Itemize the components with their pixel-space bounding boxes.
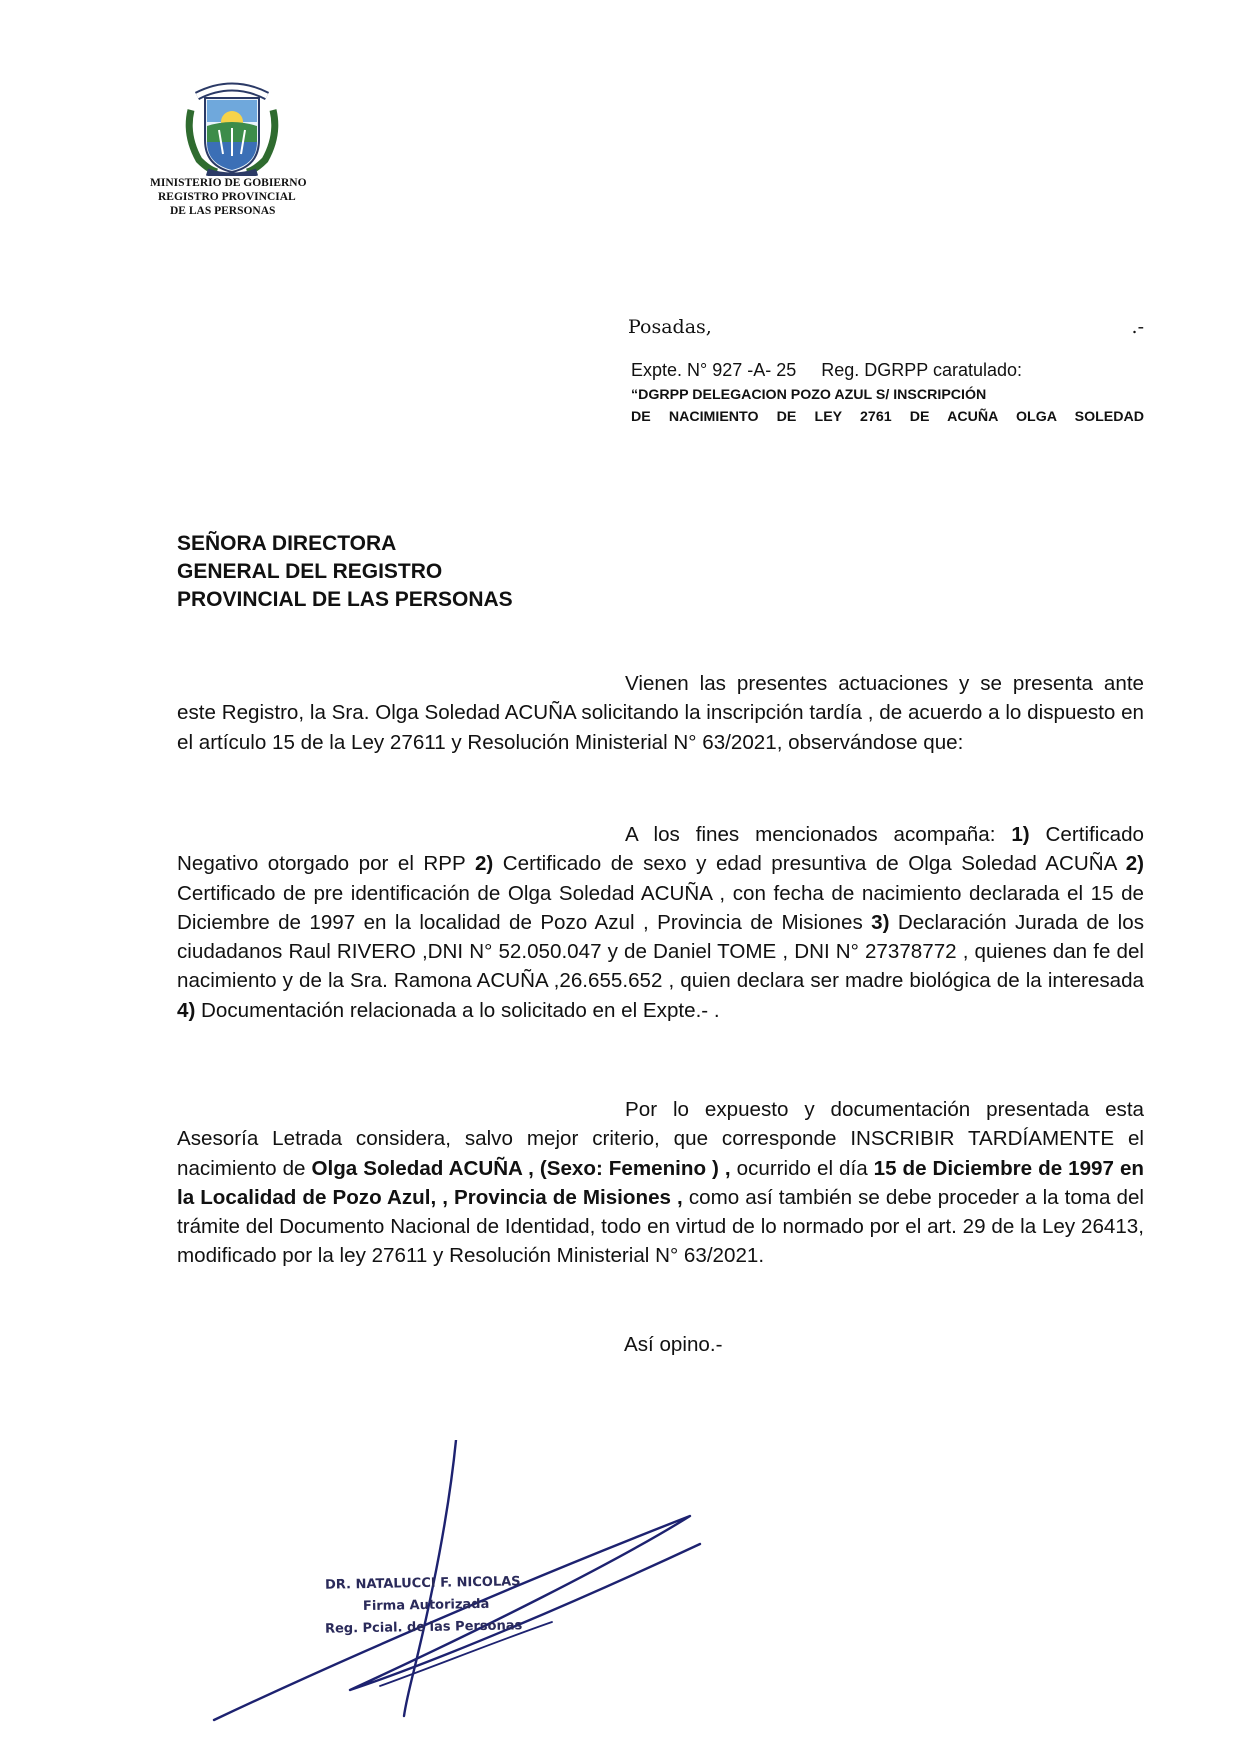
paragraph-text: Por lo expuesto y documentación presentada esta Asesoría Letrada considera, salvo mejor criterio, que corresponde INSCRIBIR TARDÍAMENTE el nacimiento de: [177, 1098, 1144, 1180]
paragraph-text: A los fines mencionados acompaña:: [625, 823, 1012, 846]
ministry-line: DE LAS PERSONAS: [170, 205, 276, 217]
paragraph-text: Certificado Negativo otorgado por el RPP: [177, 823, 1144, 876]
closing-text: Así opino.-: [624, 1333, 723, 1356]
ministry-header: [150, 176, 307, 218]
addressee-line: GENERAL DEL REGISTRO: [177, 560, 443, 583]
paragraph-text: Vienen las presentes actuaciones y se presenta ante este Registro, la Sra. Olga Soledad ACUÑA solicitando la inscripción tardía , de acuerdo a lo dispuesto en el artículo 15 de la Ley 27611 y Resolución Ministerial N° 63/2021, observándose que:: [177, 672, 1144, 754]
authorization-stamp: [325, 1573, 522, 1639]
item-number: 3): [871, 910, 890, 934]
place: Posadas,: [628, 316, 712, 338]
person-details: Olga Soledad ACUÑA , (Sexo: Femenino ) ,: [311, 1156, 731, 1180]
caption-line: DE NACIMIENTO DE LEY 2761 DE ACUÑA OLGA SOLEDAD: [631, 408, 1144, 425]
provincial-crest-logo: [183, 80, 281, 176]
addressee-line: PROVINCIAL DE LAS PERSONAS: [177, 588, 513, 611]
item-number: 2): [1125, 852, 1145, 876]
paragraph-opinion: [177, 1095, 1144, 1271]
item-number: 1): [1011, 823, 1030, 846]
place-suffix: .-: [1131, 316, 1144, 338]
addressee-line: SEÑORA DIRECTORA: [177, 532, 397, 555]
paragraph-text: Certificado de pre identificación de Olga Soledad ACUÑA , con fecha de nacimiento declarada el 15 de Diciembre de 1997 en la localidad de Pozo Azul , Provincia de Misiones: [177, 881, 1144, 934]
stamp-office: Reg. Pcial. de las Personas: [324, 1618, 523, 1637]
expediente-number: Expte. N° 927 -A- 25 Reg. DGRPP caratulado:: [631, 360, 1023, 380]
paragraph-presentation: [177, 669, 1144, 757]
birth-details: 15 de Diciembre de 1997 en la Localidad de Pozo Azul, , Provincia de Misiones ,: [177, 1156, 1144, 1209]
ministry-line: MINISTERIO DE GOBIERNO: [150, 177, 307, 189]
paragraph-text: Documentación relacionada a lo solicitado en el Expte.- .: [195, 998, 720, 1022]
item-number: 4): [177, 998, 196, 1022]
expediente-caption: [631, 385, 1144, 428]
paragraph-text: como así también se debe proceder a la toma del trámite del Documento Nacional de Identidad, todo en virtud de lo normado por el art. 29 de la Ley 26413, modificado por la ley 27611 y Resolución Ministerial N° 63/2021.: [177, 1185, 1145, 1268]
paragraph-text: ocurrido el día: [730, 1156, 874, 1180]
paragraph-documents: [177, 820, 1144, 1025]
stamp-name: DR. NATALUCCI F. NICOLAS: [324, 1574, 521, 1593]
stamp-role: Firma Autorizada: [362, 1596, 490, 1615]
ministry-line: REGISTRO PROVINCIAL: [158, 191, 296, 203]
addressee-block: [177, 530, 513, 614]
place-date-line: [628, 316, 1144, 338]
paragraph-text: Declaración Jurada de los ciudadanos Raul RIVERO ,DNI N° 52.050.047 y de Daniel TOME , DNI N° 27378772 , quienes dan fe del nacimiento y de la Sra. Ramona ACUÑA ,26.655.652 , quien declara ser madre biológica de la interesada: [177, 910, 1144, 993]
caption-line: “DGRPP DELEGACION POZO AZUL S/ INSCRIPCIÓN: [631, 387, 987, 403]
item-number: 2): [474, 852, 494, 876]
paragraph-text: Certificado de sexo y edad presuntiva de Olga Soledad ACUÑA: [493, 852, 1126, 876]
